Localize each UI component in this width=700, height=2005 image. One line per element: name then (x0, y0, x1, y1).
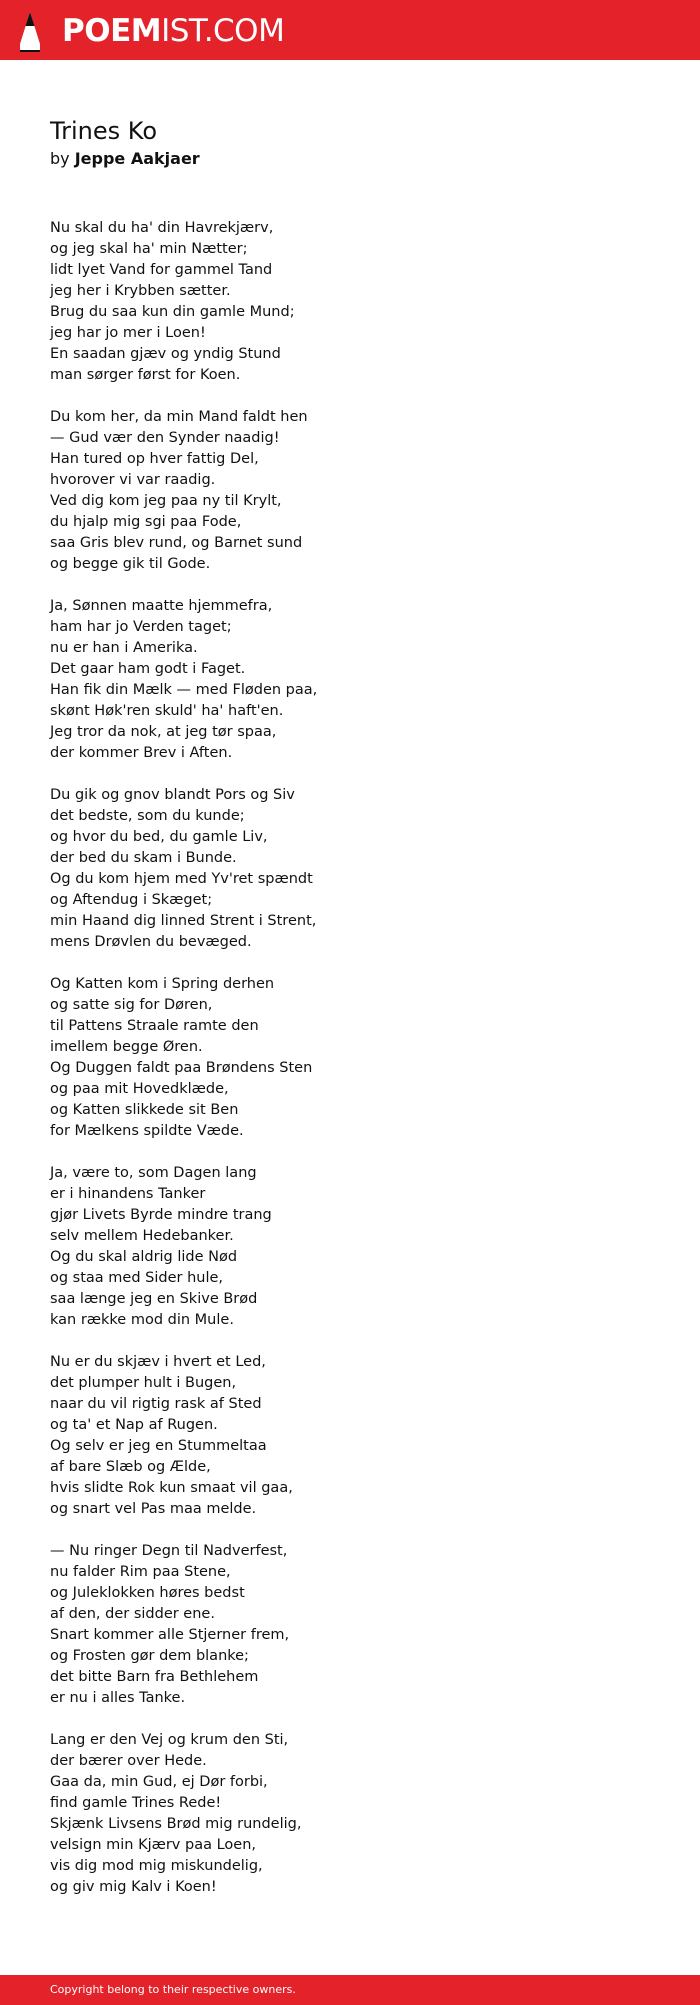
poem-line: nu er han i Amerika. (50, 640, 198, 656)
poem-line: jeg har jo mer i Loen! (50, 325, 206, 341)
poem-line: skønt Høk'ren skuld' ha' haft'en. (50, 703, 284, 719)
poem-line: og Aftendug i Skæget; (50, 892, 213, 908)
poem-line: du hjalp mig sgi paa Fode, (50, 514, 242, 530)
poem-line: og ta' et Nap af Rugen. (50, 1417, 218, 1433)
poem-stanza (50, 974, 650, 1142)
logo-text-light: IST.COM (161, 13, 285, 49)
poem-stanza (50, 1163, 650, 1331)
poem-line: man sørger først for Koen. (50, 367, 241, 383)
poem-body (50, 218, 650, 1919)
poem-header (50, 115, 650, 171)
poem-line: er i hinandens Tanker (50, 1186, 206, 1202)
poem-line: og begge gik til Gode. (50, 556, 211, 572)
pencil-tip-icon (18, 10, 42, 52)
poem-line: velsign min Kjærv paa Loen, (50, 1837, 256, 1853)
poem-line: Han tured op hver fattig Del, (50, 451, 259, 467)
poem-line: og satte sig for Døren, (50, 997, 213, 1013)
poem-stanza (50, 407, 650, 575)
poem-title: Trines Ko (50, 117, 158, 145)
site-footer (0, 1975, 700, 2005)
poem-line: nu falder Rim paa Stene, (50, 1564, 231, 1580)
poem-line: ham har jo Verden taget; (50, 619, 232, 635)
poem-line: Og Katten kom i Spring derhen (50, 976, 275, 992)
poem-line: vis dig mod mig miskundelig, (50, 1858, 263, 1874)
site-header (0, 0, 700, 60)
poem-line: Ja, være to, som Dagen lang (50, 1165, 257, 1181)
poem-line: naar du vil rigtig rask af Sted (50, 1396, 262, 1412)
poem-line: — Nu ringer Degn til Nadverfest, (50, 1543, 288, 1559)
poem-line: og Frosten gør dem blanke; (50, 1648, 249, 1664)
poem-line: og hvor du bed, du gamle Liv, (50, 829, 268, 845)
byline-prefix: by (50, 149, 70, 168)
poem-line: der bed du skam i Bunde. (50, 850, 237, 866)
poem-line: Brug du saa kun din gamle Mund; (50, 304, 295, 320)
poem-line: af den, der sidder ene. (50, 1606, 215, 1622)
poem-line: Du kom her, da min Mand faldt hen (50, 409, 308, 425)
poem-line: Nu er du skjæv i hvert et Led, (50, 1354, 266, 1370)
poem-byline (50, 147, 650, 171)
poem-stanza (50, 596, 650, 764)
poem-line: jeg her i Krybben sætter. (50, 283, 231, 299)
poem-line: og Katten slikkede sit Ben (50, 1102, 239, 1118)
poem-line: Og du skal aldrig lide Nød (50, 1249, 238, 1265)
poem-line: er nu i alles Tanke. (50, 1690, 186, 1706)
poem-line: Nu skal du ha' din Havrekjærv, (50, 220, 274, 236)
poem-stanza (50, 1541, 650, 1709)
poem-line: — Gud vær den Synder naadig! (50, 430, 280, 446)
site-logo-text (62, 11, 284, 51)
poem-line: imellem begge Øren. (50, 1039, 203, 1055)
poem-line: det bedste, som du kunde; (50, 808, 245, 824)
poem-line: find gamle Trines Rede! (50, 1795, 222, 1811)
site-logo-link[interactable] (18, 10, 284, 52)
poem-line: Lang er den Vej og krum den Sti, (50, 1732, 289, 1748)
poem-line: og jeg skal ha' min Nætter; (50, 241, 248, 257)
poem-line: og staa med Sider hule, (50, 1270, 224, 1286)
poem-line: det bitte Barn fra Bethlehem (50, 1669, 259, 1685)
poem-line: gjør Livets Byrde mindre trang (50, 1207, 272, 1223)
author-link[interactable]: Jeppe Aakjaer (74, 149, 200, 168)
poem-line: Gaa da, min Gud, ej Dør forbi, (50, 1774, 268, 1790)
poem-line: der bærer over Hede. (50, 1753, 207, 1769)
poem-line: der kommer Brev i Aften. (50, 745, 233, 761)
copyright-text: Copyright belong to their respective owners. (50, 1983, 296, 1996)
poem-line: Og selv er jeg en Stummeltaa (50, 1438, 267, 1454)
poem-line: for Mælkens spildte Væde. (50, 1123, 244, 1139)
logo-text-bold: POEM (62, 13, 162, 49)
poem-line: saa Gris blev rund, og Barnet sund (50, 535, 303, 551)
poem-stanza (50, 785, 650, 953)
poem-line: Snart kommer alle Stjerner frem, (50, 1627, 290, 1643)
poem-line: Jeg tror da nok, at jeg tør spaa, (50, 724, 277, 740)
poem-stanza (50, 218, 650, 386)
poem-line: Det gaar ham godt i Faget. (50, 661, 246, 677)
poem-line: Han fik din Mælk — med Fløden paa, (50, 682, 318, 698)
poem-line: Du gik og gnov blandt Pors og Siv (50, 787, 295, 803)
poem-line: saa længe jeg en Skive Brød (50, 1291, 258, 1307)
poem-line: kan række mod din Mule. (50, 1312, 234, 1328)
poem-line: min Haand dig linned Strent i Strent, (50, 913, 317, 929)
poem-line: og snart vel Pas maa melde. (50, 1501, 257, 1517)
poem-line: Og Duggen faldt paa Brøndens Sten (50, 1060, 313, 1076)
poem-line: En saadan gjæv og yndig Stund (50, 346, 281, 362)
poem-line: Skjænk Livsens Brød mig rundelig, (50, 1816, 302, 1832)
poem-line: det plumper hult i Bugen, (50, 1375, 237, 1391)
poem-line: mens Drøvlen du bevæged. (50, 934, 252, 950)
poem-line: hvorover vi var raadig. (50, 472, 216, 488)
poem-line: selv mellem Hedebanker. (50, 1228, 234, 1244)
poem-line: og giv mig Kalv i Koen! (50, 1879, 217, 1895)
poem-line: hvis slidte Rok kun smaat vil gaa, (50, 1480, 293, 1496)
poem-line: lidt lyet Vand for gammel Tand (50, 262, 273, 278)
poem-stanza (50, 1352, 650, 1520)
poem-line: Ved dig kom jeg paa ny til Krylt, (50, 493, 282, 509)
poem-line: Og du kom hjem med Yv'ret spændt (50, 871, 313, 887)
poem-line: og Juleklokken høres bedst (50, 1585, 245, 1601)
poem-line: til Pattens Straale ramte den (50, 1018, 259, 1034)
poem-stanza (50, 1730, 650, 1898)
poem-line: og paa mit Hovedklæde, (50, 1081, 229, 1097)
poem-line: af bare Slæb og Ælde, (50, 1459, 211, 1475)
poem-line: Ja, Sønnen maatte hjemmefra, (50, 598, 273, 614)
